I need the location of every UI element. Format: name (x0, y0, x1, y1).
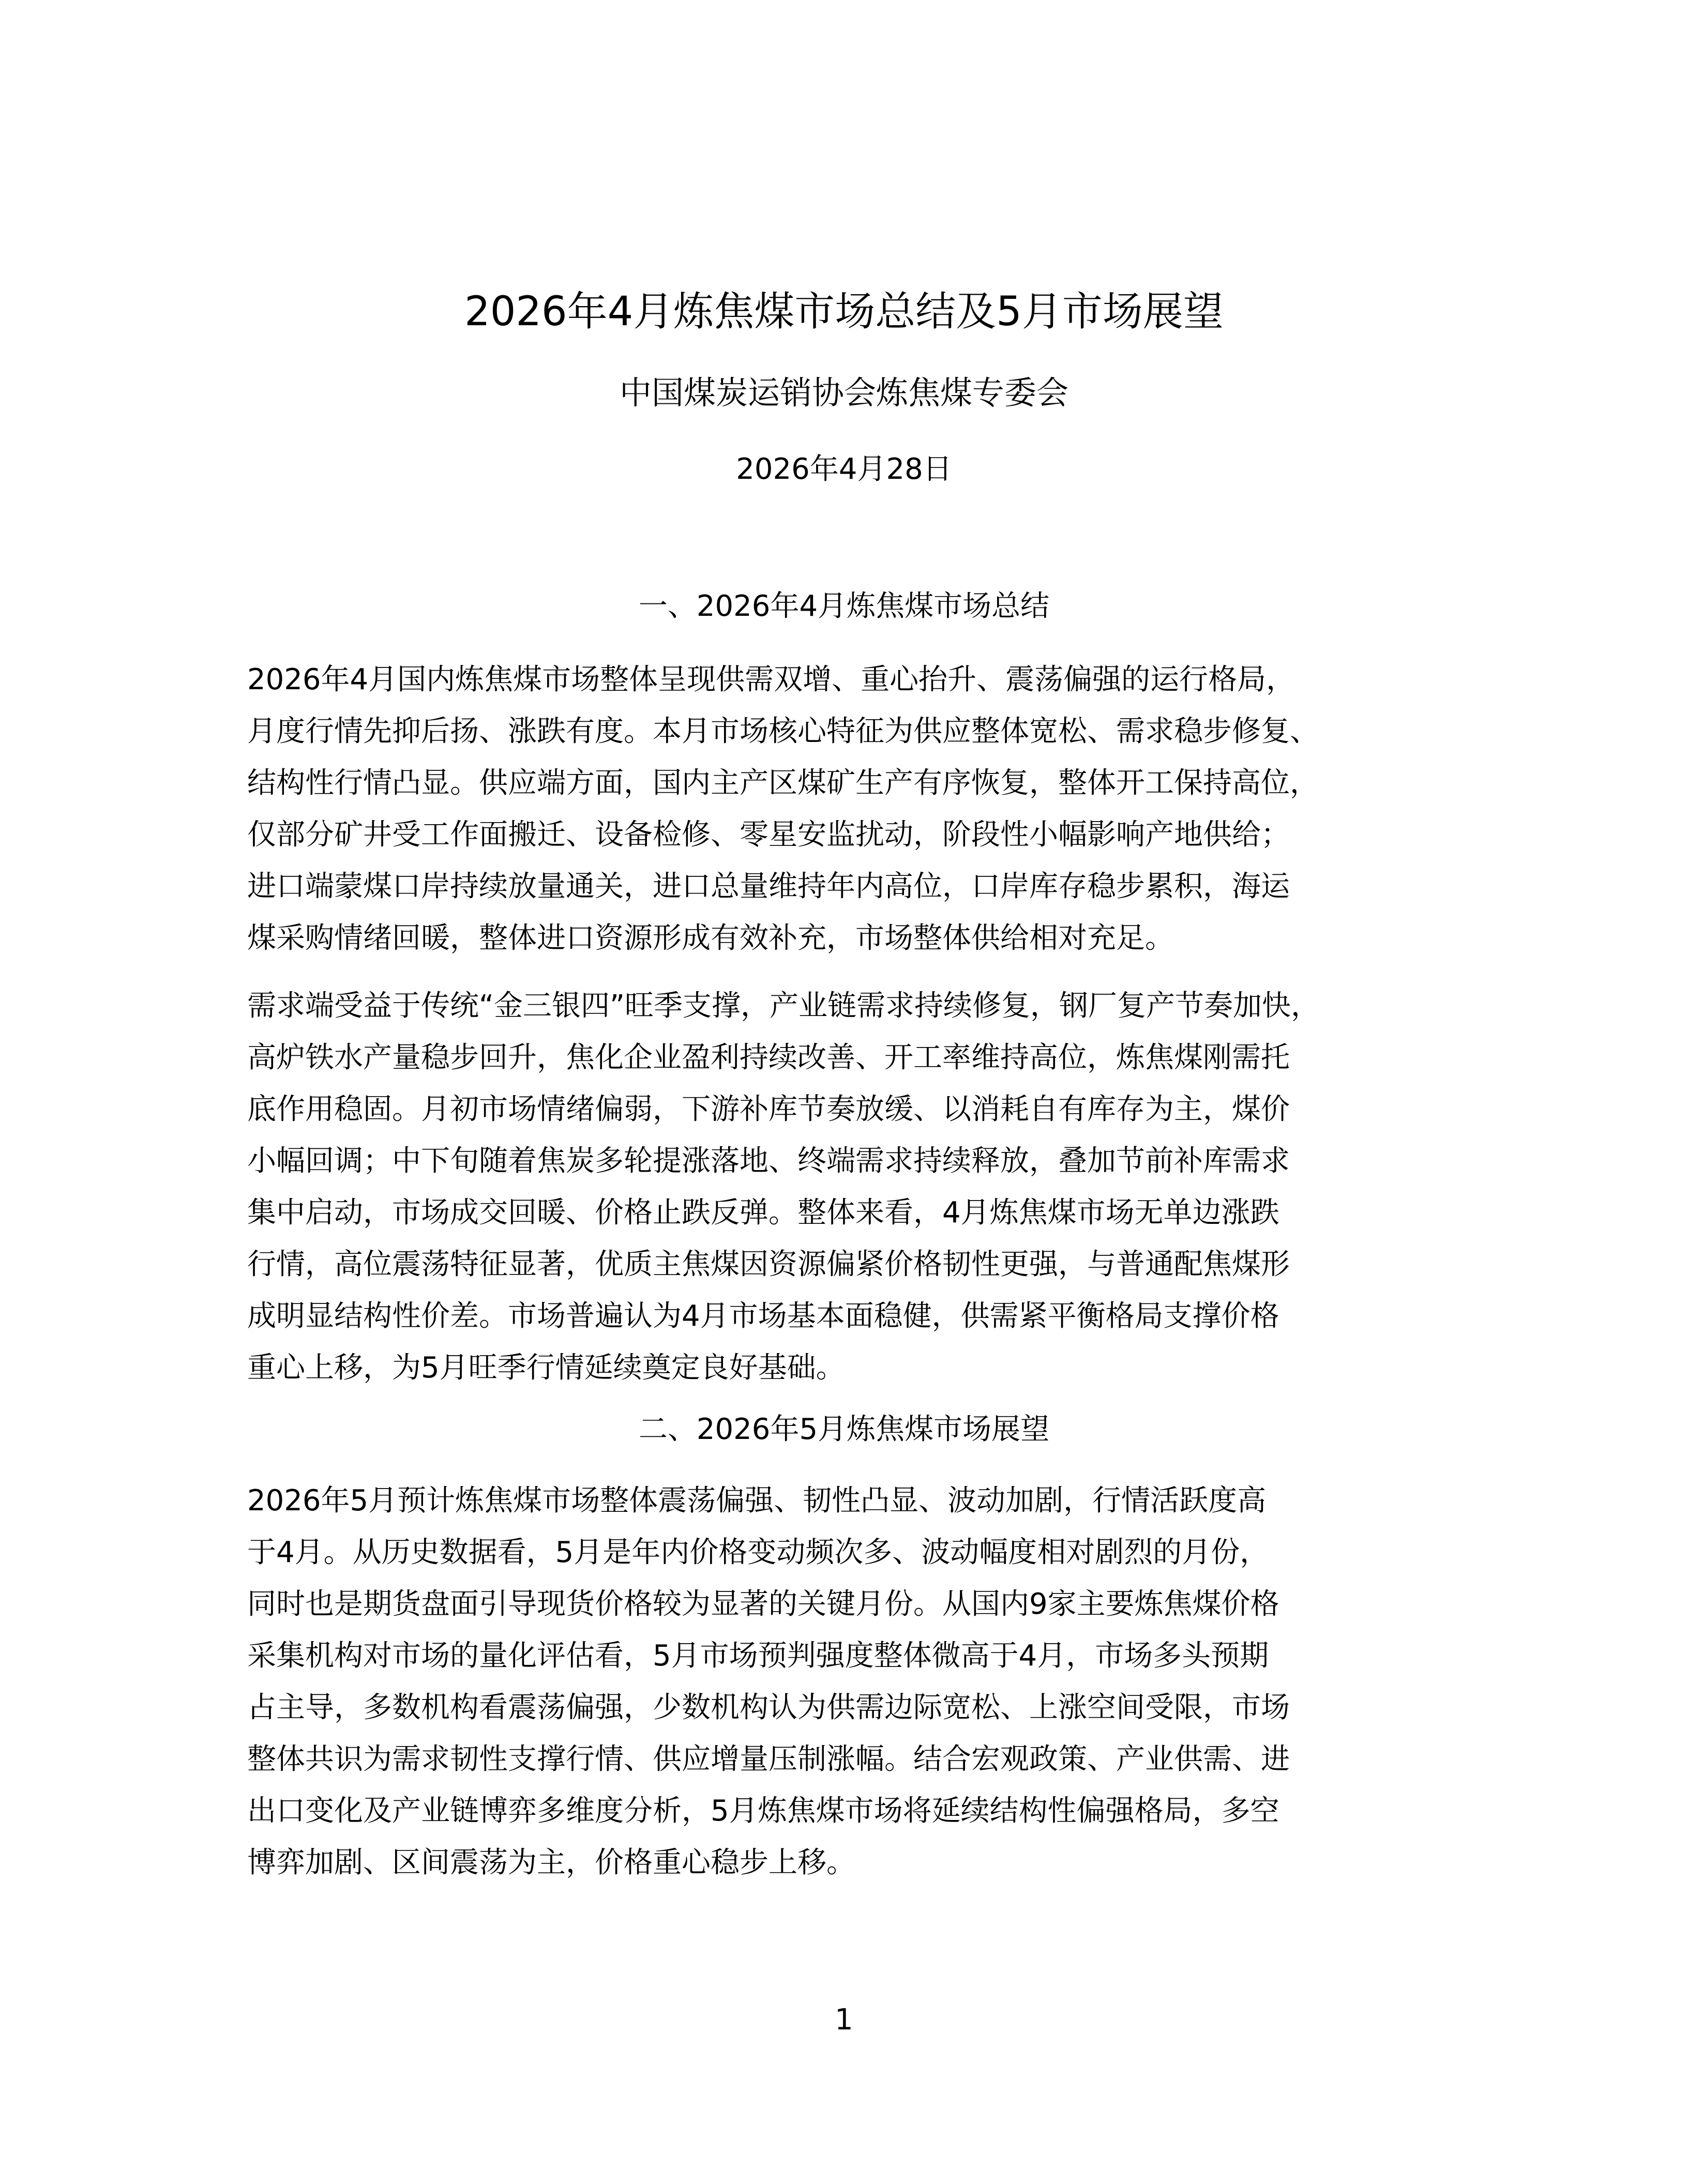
text-line: 出口变化及产业链博弈多维度分析，5月炼焦煤市场将延续结构性偏强格局，多空 (247, 1794, 1279, 1828)
text-line: 煤采购情绪回暖，整体进口资源形成有效补充，市场整体供给相对充足。 (247, 921, 1174, 955)
text-line: 2026年5月预计炼焦煤市场整体震荡偏强、韧性凸显、波动加剧，行情活跃度高 (247, 1484, 1267, 1518)
text-line: 高炉铁水产量稳步回升，焦化企业盈利持续改善、开工率维持高位，炼焦煤刚需托 (247, 1041, 1290, 1074)
document-title: 2026年4月炼焦煤市场总结及5月市场展望 (464, 289, 1224, 335)
text-line: 集中启动，市场成交回暖、价格止跌反弹。整体来看，4月炼焦煤市场无单边涨跌 (247, 1196, 1279, 1230)
section-1-paragraph-1 (247, 654, 1447, 964)
text-line: 行情，高位震荡特征显著，优质主焦煤因资源偏紧价格韧性更强，与普通配焦煤形 (247, 1248, 1290, 1281)
section-2-paragraph-1 (247, 1475, 1447, 1889)
text-line: 重心上移，为5月旺季行情延续奠定良好基础。 (247, 1351, 845, 1385)
section-heading-1: 一、2026年4月炼焦煤市场总结 (638, 589, 1050, 623)
text-line: 进口端蒙煤口岸持续放量通关，进口总量维持年内高位，口岸库存稳步累积，海运 (247, 870, 1290, 903)
text-line: 底作用稳固。月初市场情绪偏弱，下游补库节奏放缓、以消耗自有库存为主，煤价 (247, 1093, 1290, 1126)
text-line: 成明显结构性价差。市场普遍认为4月市场基本面稳健，供需紧平衡格局支撑价格 (247, 1299, 1279, 1333)
text-line: 小幅回调；中下旬随着焦炭多轮提涨落地、终端需求持续释放，叠加节前补库需求 (247, 1144, 1290, 1178)
document-date: 2026年4月28日 (736, 452, 952, 486)
page-number: 1 (835, 2003, 853, 2037)
text-line: 博弈加剧、区间震荡为主，价格重心稳步上移。 (247, 1846, 855, 1879)
section-heading-2: 二、2026年5月炼焦煤市场展望 (638, 1413, 1050, 1446)
text-line: 需求端受益于传统“金三银四”旺季支撑，产业链需求持续修复，钢厂复产节奏加快， (247, 989, 1320, 1023)
text-line: 于4月。从历史数据看，5月是年内价格变动频次多、波动幅度相对剧烈的月份， (247, 1536, 1269, 1569)
document-subtitle: 中国煤炭运销协会炼焦煤专委会 (619, 374, 1068, 412)
text-line: 月度行情先抑后扬、涨跌有度。本月市场核心特征为供应整体宽松、需求稳步修复、 (247, 715, 1319, 748)
text-line: 整体共识为需求韧性支撑行情、供应增量压制涨幅。结合宏观政策、产业供需、进 (247, 1742, 1290, 1776)
section-1-paragraph-2 (247, 980, 1447, 1394)
text-line: 结构性行情凸显。供应端方面，国内主产区煤矿生产有序恢复，整体开工保持高位， (247, 766, 1319, 800)
text-line: 占主导，多数机构看震荡偏强，少数机构认为供需边际宽松、上涨空间受限，市场 (247, 1691, 1290, 1724)
text-line: 2026年4月国内炼焦煤市场整体呈现供需双增、重心抬升、震荡偏强的运行格局， (247, 663, 1295, 696)
text-line: 仅部分矿井受工作面搬迁、设备检修、零星安监扰动，阶段性小幅影响产地供给； (247, 818, 1290, 852)
text-line: 同时也是期货盘面引导现货价格较为显著的关键月份。从国内9家主要炼焦煤价格 (247, 1587, 1279, 1621)
text-line: 采集机构对市场的量化评估看，5月市场预判强度整体微高于4月，市场多头预期 (247, 1639, 1269, 1673)
